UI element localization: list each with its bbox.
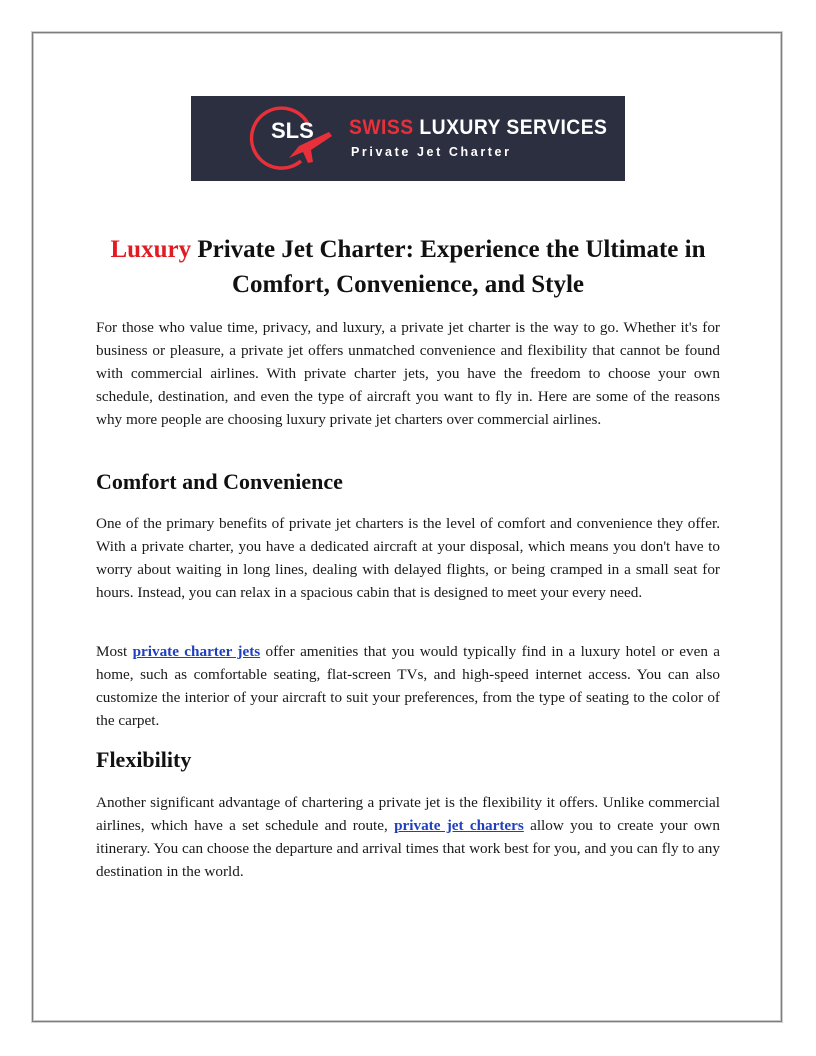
company-logo bbox=[191, 96, 625, 181]
private-charter-jets-link[interactable]: private charter jets bbox=[132, 643, 261, 660]
page-title: Luxury Private Jet Charter: Experience the Ultimate in Comfort, Convenience, and Style bbox=[110, 236, 706, 298]
logo-monogram: SLS bbox=[271, 118, 314, 143]
section-heading-flexibility: Flexibility bbox=[96, 747, 192, 772]
comfort-paragraph-2: Most private charter jets offer amenities that you would typically find in a luxury hotel or even a home, such as comfortable seating, flat-screen TVs, and high-speed internet access. You can also customize the interior of your aircraft to suit your preferences, from the type of seating to the color of the carpet. bbox=[96, 643, 720, 729]
logo-tagline: Private Jet Charter bbox=[351, 145, 512, 159]
section-heading-comfort: Comfort and Convenience bbox=[96, 469, 343, 494]
comfort-paragraph-1: One of the primary benefits of private jet charters is the level of comfort and convenience they offer. With a private charter, you have a dedicated aircraft at your disposal, which means you don't have to worry about waiting in long lines, dealing with delayed flights, or being cramped in a small seat for hours. Instead, you can relax in a spacious cabin that is designed to meet your every need. bbox=[96, 515, 720, 601]
title-accent-word: Luxury bbox=[110, 236, 192, 263]
intro-paragraph: For those who value time, privacy, and luxury, a private jet charter is the way to go. Whether it's for business or pleasure, a private jet offers unmatched convenience and flexibility that cannot be found with commercial airlines. With private charter jets, you have the freedom to choose your own schedule, destination, and even the type of aircraft you want to fly in. Here are some of the reasons why more people are choosing luxury private jet charters over commercial airlines. bbox=[96, 319, 720, 428]
private-jet-charters-link[interactable]: private jet charters bbox=[394, 817, 524, 834]
flexibility-paragraph: Another significant advantage of chartering a private jet is the flexibility it offers. Unlike commercial airlines, which have a set schedule and route, private jet charters allow you to create your own itinerary. You can choose the departure and arrival times that work best for you, and you can fly to any destination in the world. bbox=[96, 794, 720, 880]
logo-brand-name: SWISS LUXURY SERVICES bbox=[349, 116, 608, 139]
